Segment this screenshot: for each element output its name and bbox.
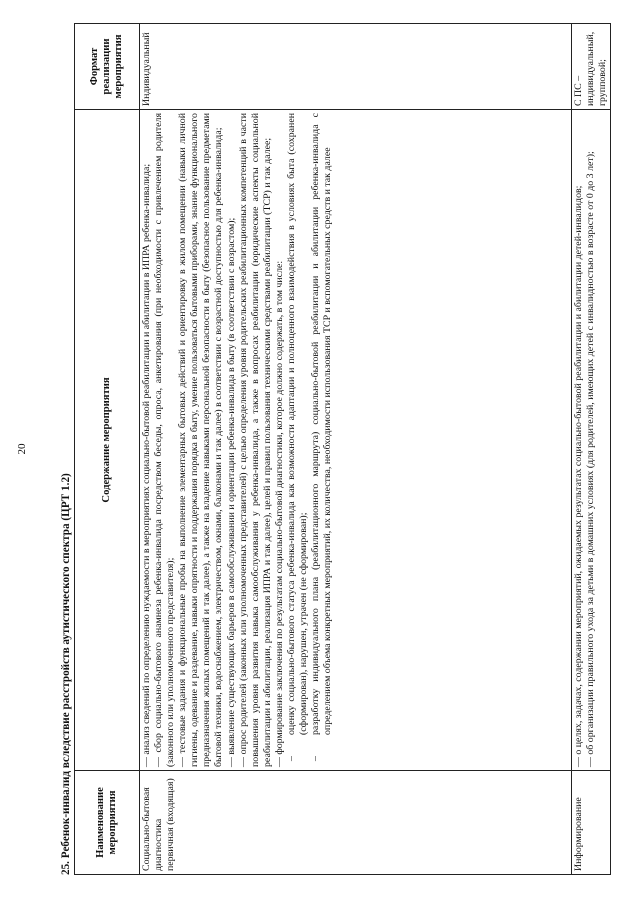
- row-format: Индивидуальный: [140, 24, 572, 110]
- content-item: — сбор социально-бытового анамнеза ребенка-инвалида посредством беседы, опроса, анкетирования (при необходимости с привлечением родителя (законного или уполномоченного представителя);: [153, 113, 177, 767]
- activities-table: [74, 23, 611, 875]
- table-row: [140, 24, 572, 875]
- subitem-dash: –: [285, 756, 297, 761]
- subitem-dash: –: [310, 756, 322, 761]
- row-format: С ПС – индивидуальный, групповой;: [572, 24, 611, 110]
- content-item: — тестовые задания и функциональные пробы на выполнение элементарных бытовых действий и ориентировку в жилом помещении (навыки личной гигиены, одевание и раздевание, навыки опрятности и поддержания порядка в быту, умение пользоваться бытовыми приборами, знание функционального предназначения жилых помещений и так далее), а также на владение навыками персональной безопасности в быту (безопасное пользование предметами бытовой техники, водоснабжением, электричеством, окнами, балконами и так далее) в соответствии с возрастной доступностью для ребенка-инвалида;: [177, 113, 225, 767]
- row-content: [572, 110, 611, 771]
- content-item: — выявление существующих барьеров в самообслуживании и ориентации ребенка-инвалида в быту (в соответствии с возрастом);: [225, 217, 237, 767]
- table-header-row: [75, 24, 140, 875]
- content-item: — опрос родителей (законных или уполномоченных представителей) с целью определения уровня родительских реабилитационных компетенций в части повышения уровня развития навыка самообслуживания у ребенка-инвалида, а также в вопросах реабилитации (юридические аспекты социальной реабилитации и абилитации, реализация ИПРА и так далее), целей и правил пользования техническими средствами реабилитации (ТСР) и так далее;: [237, 113, 273, 767]
- content-item: — анализ сведений по определению нуждаемости в мероприятиях социально-бытовой реабилитации и абилитации в ИПРА ребенка-инвалида;: [141, 163, 152, 767]
- header-content: Содержание мероприятия: [75, 110, 140, 771]
- page-number: 20: [16, 443, 28, 455]
- content-subitem: [286, 113, 310, 761]
- subitem-text: оценку социально-бытового статуса ребенка-инвалида как возможности адаптации и полноценного взаимодействия в условиях быта (сохранен (сформирован), нарушен, утрачен (не сформирован);: [285, 113, 310, 735]
- table-row: [572, 24, 611, 875]
- header-format: Формат реализации мероприятия: [75, 24, 140, 110]
- content-subitem: [310, 113, 334, 761]
- section-title: 25. Ребенок-инвалид вследствие расстройств аутистического спектра (ЦРТ 1.2): [60, 473, 72, 875]
- row-content: [140, 110, 572, 771]
- content-item: — формирование заключения по результатам социально-бытовой диагностики, которое должно содержать, в том числе:: [273, 260, 285, 767]
- subitem-text: разработку индивидуального плана (реабилитационного маршрута) социально-бытовой реабилитации и абилитации ребенка-инвалида с определением объема конкретных мероприятий, их количества, необходимости использования ТСР и вспомогательных средств и так далее: [310, 113, 334, 735]
- content-item: — о целях, задачах, содержании мероприятий, ожидаемых результатах социально-бытовой реабилитации и абилитации детей-инвалидов;: [573, 185, 584, 767]
- row-name: Информирование: [572, 771, 611, 875]
- row-name: Социально-бытовая диагностика первичная (входящая): [140, 771, 572, 875]
- page-content: [16, 23, 611, 875]
- header-name: Наименование мероприятия: [75, 771, 140, 875]
- content-item: — об организации правильного ухода за детьми в домашних условиях (для родителей, имеющих детей с инвалидностью в возрасте от 0 до 3 лет);: [585, 151, 597, 767]
